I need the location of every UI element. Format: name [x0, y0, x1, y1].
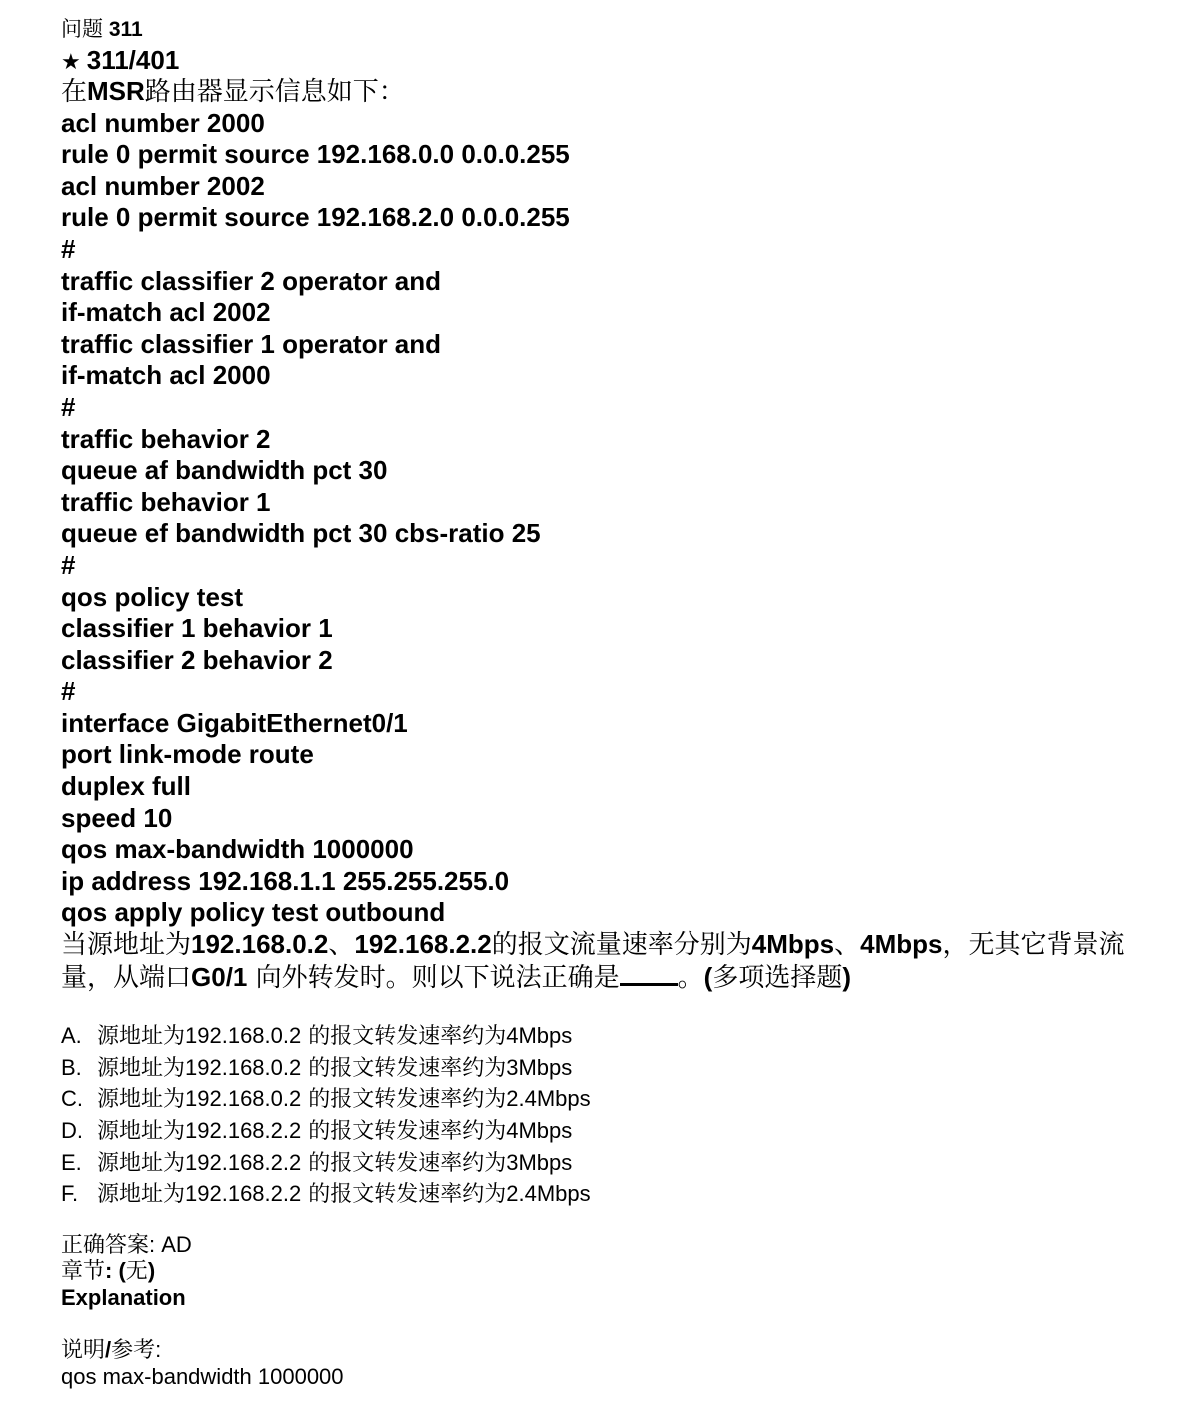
- option-letter: D.: [61, 1118, 83, 1143]
- answer-options: [61, 1020, 1161, 1210]
- question-page: [61, 14, 1161, 1390]
- option-prefix: 源地址为: [97, 1055, 186, 1081]
- option-text: 的报文转发速率约为: [301, 1182, 507, 1208]
- option-rate: 3Mbps: [506, 1149, 573, 1175]
- option-a[interactable]: [61, 1020, 1161, 1052]
- config-line: interface GigabitEthernet0/1: [61, 707, 408, 738]
- option-text: 的报文转发速率约为: [301, 1150, 507, 1176]
- correct-answer-label: 正确答案: [61, 1232, 150, 1258]
- question-number-value: 311: [108, 18, 143, 41]
- question-intro: [61, 76, 1161, 108]
- option-prefix: 源地址为: [97, 1150, 186, 1176]
- option-prefix: 源地址为: [97, 1182, 186, 1208]
- config-line: port link-mode route: [61, 739, 314, 770]
- colon: :: [155, 1337, 162, 1363]
- chapter-label: 章节: [61, 1259, 106, 1285]
- option-rate: 4Mbps: [506, 1023, 573, 1049]
- option-prefix: 源地址为: [97, 1087, 186, 1113]
- reference-slash: /: [105, 1337, 112, 1363]
- scenario-text: ，无其它背景流量，从端口: [61, 930, 1125, 993]
- option-address: 192.168.0.2: [185, 1023, 302, 1049]
- config-line: #: [61, 391, 76, 422]
- scenario-separator: 、: [834, 930, 861, 961]
- router-config-block: [61, 108, 1161, 929]
- option-letter: A.: [61, 1023, 82, 1049]
- scenario-text: 。: [677, 962, 704, 993]
- scenario-address-2: 192.168.2.2: [354, 929, 492, 960]
- config-line: traffic classifier 2 operator and: [61, 265, 442, 296]
- answer-blank: [620, 963, 678, 986]
- option-address: 192.168.2.2: [185, 1118, 302, 1143]
- chapter: [61, 1258, 1161, 1285]
- correct-answer-value: AD: [161, 1231, 192, 1257]
- option-d[interactable]: [61, 1115, 1161, 1147]
- scenario-rate-2: 4Mbps: [860, 929, 943, 960]
- scenario-port: G0/1: [191, 961, 248, 992]
- config-line: traffic classifier 1 operator and: [61, 328, 442, 359]
- config-line: classifier 1 behavior 1: [61, 613, 333, 644]
- option-address: 192.168.0.2: [185, 1054, 302, 1080]
- scenario-paren: (: [703, 961, 713, 992]
- scenario-address-1: 192.168.0.2: [191, 929, 329, 960]
- option-rate: 2.4Mbps: [506, 1086, 591, 1112]
- config-line: traffic behavior 1: [61, 486, 271, 517]
- option-rate: 3Mbps: [506, 1054, 573, 1080]
- config-line: ip address 192.168.1.1 255.255.255.0: [61, 865, 510, 896]
- config-line: qos policy test: [61, 581, 244, 612]
- option-prefix: 源地址为: [97, 1024, 186, 1050]
- option-text: 的报文转发速率约为: [301, 1024, 507, 1050]
- explanation-title: Explanation: [61, 1284, 186, 1310]
- config-line: qos max-bandwidth 1000000: [61, 834, 414, 865]
- config-line: #: [61, 549, 76, 580]
- option-rate: 2.4Mbps: [506, 1181, 591, 1207]
- config-line: queue af bandwidth pct 30: [61, 455, 388, 486]
- intro-prefix: 在: [61, 77, 88, 107]
- scenario-text: 的报文流量速率分别为: [491, 930, 752, 961]
- reference-block: [61, 1337, 1161, 1390]
- config-line: duplex full: [61, 771, 191, 802]
- option-letter: C.: [61, 1086, 83, 1112]
- question-number: [61, 14, 1161, 44]
- option-address: 192.168.0.2: [185, 1086, 302, 1112]
- reference-label-2: 参考: [111, 1338, 156, 1364]
- option-address: 192.168.2.2: [185, 1181, 302, 1207]
- colon: :: [149, 1231, 162, 1257]
- chapter-paren: (: [118, 1258, 126, 1284]
- question-scenario: [61, 929, 1151, 994]
- colon: :: [105, 1258, 119, 1284]
- config-line: if-match acl 2000: [61, 360, 271, 391]
- scenario-separator: 、: [328, 930, 355, 961]
- answer-block: [61, 1232, 1161, 1312]
- intro-suffix: 路由器显示信息如下：: [144, 77, 405, 107]
- config-line: if-match acl 2002: [61, 297, 271, 328]
- config-line: speed 10: [61, 802, 173, 833]
- star-icon: ★: [61, 49, 81, 74]
- config-line: classifier 2 behavior 2: [61, 644, 333, 675]
- chapter-paren: ): [147, 1258, 156, 1284]
- config-line: queue ef bandwidth pct 30 cbs-ratio 25: [61, 518, 541, 549]
- scenario-text: 向外转发时。则以下说法正确是: [247, 962, 620, 993]
- config-line: acl number 2002: [61, 170, 265, 201]
- config-line: qos apply policy test outbound: [61, 897, 446, 928]
- question-label: 问题: [61, 17, 103, 41]
- progress-value: 311/401: [86, 45, 180, 75]
- option-e[interactable]: [61, 1147, 1161, 1179]
- option-text: 的报文转发速率约为: [301, 1119, 507, 1144]
- reference-label-1: 说明: [61, 1338, 106, 1364]
- option-letter: F.: [61, 1181, 79, 1207]
- config-line: rule 0 permit source 192.168.2.0 0.0.0.255: [61, 202, 570, 233]
- scenario-rate-1: 4Mbps: [751, 929, 835, 960]
- option-text: 的报文转发速率约为: [301, 1055, 507, 1081]
- option-b[interactable]: [61, 1052, 1161, 1084]
- config-line: rule 0 permit source 192.168.0.0 0.0.0.255: [61, 139, 570, 170]
- intro-device: MSR: [87, 76, 145, 106]
- option-letter: E.: [61, 1149, 82, 1175]
- option-f[interactable]: [61, 1178, 1161, 1210]
- reference-label: [61, 1337, 1161, 1364]
- option-address: 192.168.2.2: [185, 1149, 302, 1175]
- reference-text: qos max-bandwidth 1000000: [61, 1363, 344, 1389]
- question-progress: [61, 44, 1161, 76]
- config-line: #: [61, 233, 76, 264]
- option-rate: 4Mbps: [506, 1118, 573, 1143]
- scenario-text: 当源地址为: [61, 930, 192, 961]
- scenario-paren: ): [842, 961, 852, 992]
- correct-answer: [61, 1232, 1161, 1259]
- option-text: 的报文转发速率约为: [301, 1087, 507, 1113]
- chapter-value: 无: [125, 1259, 148, 1285]
- config-line: #: [61, 676, 76, 707]
- option-c[interactable]: [61, 1083, 1161, 1115]
- config-line: acl number 2000: [61, 107, 265, 138]
- question-type: 多项选择题: [712, 962, 843, 993]
- config-line: traffic behavior 2: [61, 423, 271, 454]
- option-prefix: 源地址为: [97, 1119, 186, 1144]
- option-letter: B.: [61, 1054, 82, 1080]
